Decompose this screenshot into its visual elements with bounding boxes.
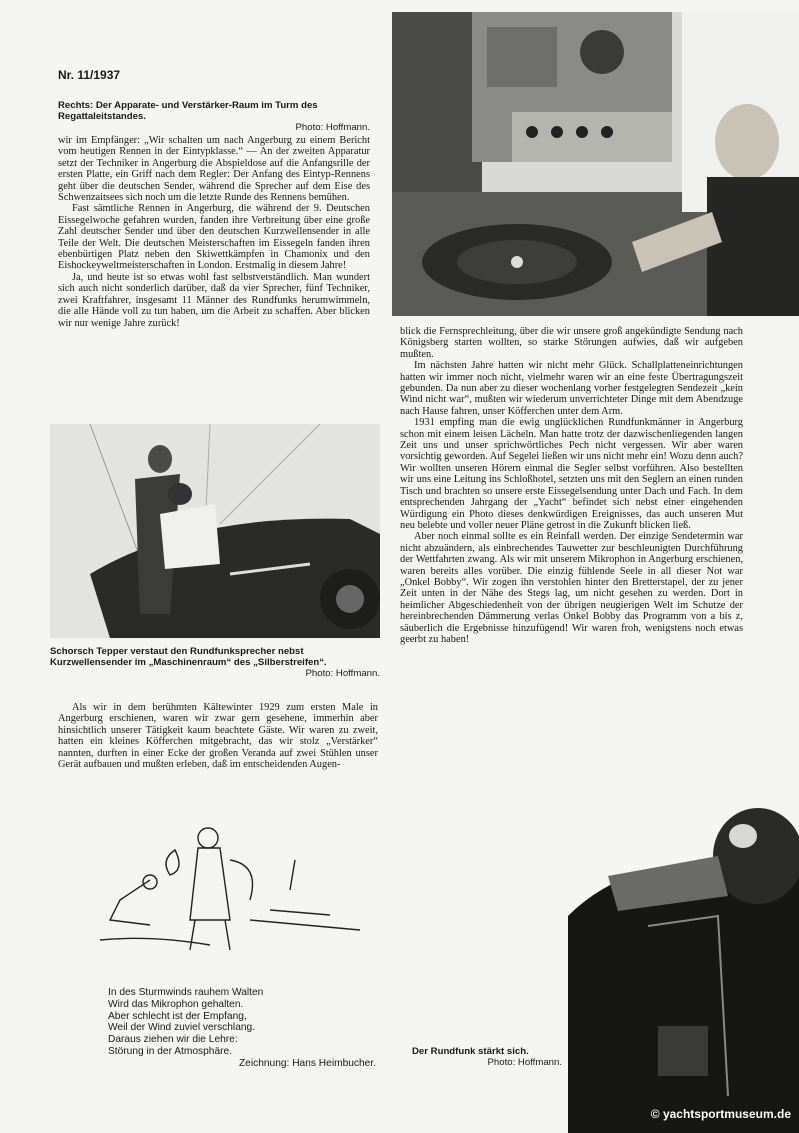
- photo-ice-yacht: [50, 424, 380, 638]
- poem-line: In des Sturmwinds rauhem Walten: [108, 987, 264, 998]
- paragraph: Aber noch einmal sollte es ein Reinfall werden. Der einzige Sendetermin war nicht abzuändern, als einbrechendes Tauwetter zur beschleunigten Durchführung der Wettfahrten zwang. Als wir mit unserem Mikrophon in Angerburg erschienen, waren bereits alles vorüber. Die einzig fühlende Seele in all dieser Not war „Onkel Bobby“. Wir zogen ihn verstohlen hinter den Bretterstapel, der zu jener Zeit unten in der Nähe des Stegs lag, um nicht gesehen zu werden. Dort in heimlicher Abgeschiedenheit von der übrigen neugierigen Welt im Schutze der hereinbrechenden Dämmerung verlas Onkel Bobby das Programm von a bis z, säuberlich die Ergebnisse hinzufügend! Wir waren froh, wenigstens noch etwas geerbt zu haben!: [400, 531, 743, 645]
- poem-line: Daraus ziehen wir die Lehre:: [108, 1034, 238, 1046]
- poem-line: Störung in der Atmosphäre.: [108, 1045, 233, 1057]
- caption-middle: [50, 646, 380, 679]
- poem-line: Weil der Wind zuviel verschlang.: [108, 1022, 256, 1034]
- right-column: [400, 326, 743, 645]
- caption-bottom-text: Der Rundfunk stärkt sich.: [412, 1046, 529, 1057]
- poem-credit: Zeichnung: Hans Heimbucher.: [238, 1057, 376, 1069]
- paragraph: wir im Empfänger: „Wir schalten um nach Angerburg zu einem Bericht vom heutigen Rennen in der Eintypklasse.“ — An der zweiten Apparatur setzt der Techniker in Angerburg die Abspieldose auf die Anfangsrille der ersten Platte, ein Griff nach dem Regler: Der Anfang des Eintyp-Rennens geht über die deutschen Sender, während die Sprecher auf dem Eise des Schwenzaitsees sich noch um die letzte Runde des Rennens bemühen.: [58, 135, 370, 204]
- issue-number: Nr. 11/1937: [58, 68, 121, 82]
- caption-middle-text: Schorsch Tepper verstaut den Rundfunksprecher nebst Kurzwellensender im „Maschinenraum“ des „Silberstreifen“.: [50, 646, 327, 668]
- left-column-bottom: [58, 702, 378, 770]
- poem: [108, 987, 376, 1070]
- paragraph: Fast sämtliche Rennen in Angerburg, die während der 9. Deutschen Eissegelwoche gefahren wurden, fanden ihre Verbreitung über eine große Zahl deutscher Sender und über den deutschen Kurzwellensender in alle Teile der Welt. Die deutschen Meisterschaften im Eissegeln fanden ihren ebenbürtigen Platz neben den Skiwettkämpfen in Chamonix und den Eishockeyweltmeisterschaften in London. Erstmalig in diesem Jahre!: [58, 203, 370, 272]
- caption-middle-credit: Photo: Hoffmann.: [305, 668, 380, 679]
- caption-top-text: Rechts: Der Apparate- und Verstärker-Raum im Turm des Regattaleitstandes.: [58, 100, 318, 122]
- paragraph: 1931 empfing man die ewig unglücklichen Rundfunkmänner in Angerburg schon mit einem leisen Lächeln. Man hatte trotz der dazwischenliegenden langen Zeit uns und unser sprichwörtliches Pech nicht vergessen. Wir aber waren vorsichtig geworden. Auf Segelei ließen wir uns nicht mehr ein! Wozu denn auch? Wir wollten unseren Hörern einmal die Segler selbst vorführen. Also bestellten wir uns eine Leitung ins Schloßhotel, setzten uns mit den Seglern an einen runden Tisch und brachten so unsere erste Eissegelsendung unter Dach und Fach. In dem entsprechenden Jahrgang der „Yacht“ befindet sich nebst einer eingehenden Würdigung ein Photo dieses denkwürdigen Ereignisses, das auch unseren Mut neu belebte und voller neuer Pläne getrost in die Zukunft blicken ließ.: [400, 417, 743, 531]
- poem-line: Wird das Mikrophon gehalten.: [108, 998, 244, 1010]
- paragraph: Im nächsten Jahre hatten wir nicht mehr Glück. Schallplatteneinrichtungen hatten wir immer noch nicht, vielmehr waren wir an eine feste Übertragungszeit gebunden. Da nun aber zu dieser wochenlang vorher festgelegten Sendezeit „kein Wind nicht war“, mußten wir wiederum unverrichteter Dinge mit dem Abendzuge nach Hause fahren, unser Köfferchen unter dem Arm.: [400, 360, 743, 417]
- caption-top: [58, 100, 370, 133]
- caption-top-credit: Photo: Hoffmann.: [295, 122, 370, 133]
- caption-bottom: [412, 1046, 562, 1068]
- cartoon-drawing: [90, 820, 380, 970]
- watermark: © yachtsportmuseum.de: [650, 1107, 791, 1121]
- photo-equipment-room: [392, 12, 799, 316]
- paragraph: blick die Fernsprechleitung, über die wir unsere groß angekündigte Sendung nach Königsberg starten wollten, so starke Störungen aufwies, daß wir aufgeben mußten.: [400, 326, 743, 360]
- caption-bottom-credit: Photo: Hoffmann.: [487, 1057, 562, 1068]
- photo-binoculars: [568, 796, 799, 1133]
- left-column-top: [58, 135, 370, 329]
- poem-line: Aber schlecht ist der Empfang,: [108, 1010, 247, 1022]
- paragraph: Ja, und heute ist so etwas wohl fast selbstverständlich. Man wundert sich auch nicht sonderlich darüber, daß da vier Sprecher, fünf Techniker, zwei Kraftfahrer, insgesamt 11 Männer des Rundfunks herumwimmeln, die alle Hände voll zu tun haben, um die Arbeit zu schaffen. Aber blicken wir nur wenige Jahre zurück!: [58, 271, 370, 329]
- paragraph: Als wir in dem berühmten Kältewinter 1929 zum ersten Male in Angerburg erschienen, waren wir zwar gern gesehene, immerhin aber hinsichtlich unserer Tätigkeit kaum beachtete Gäste. Wir waren zu zweit, hatten ein kleines Köfferchen mitgebracht, das wir stolz „Verstärker“ nannten, durften in einer Ecke der großen Veranda auf zwei Stühlen unser Gerät aufbauen und mußten erleben, daß im entscheidenden Augen-: [58, 702, 378, 771]
